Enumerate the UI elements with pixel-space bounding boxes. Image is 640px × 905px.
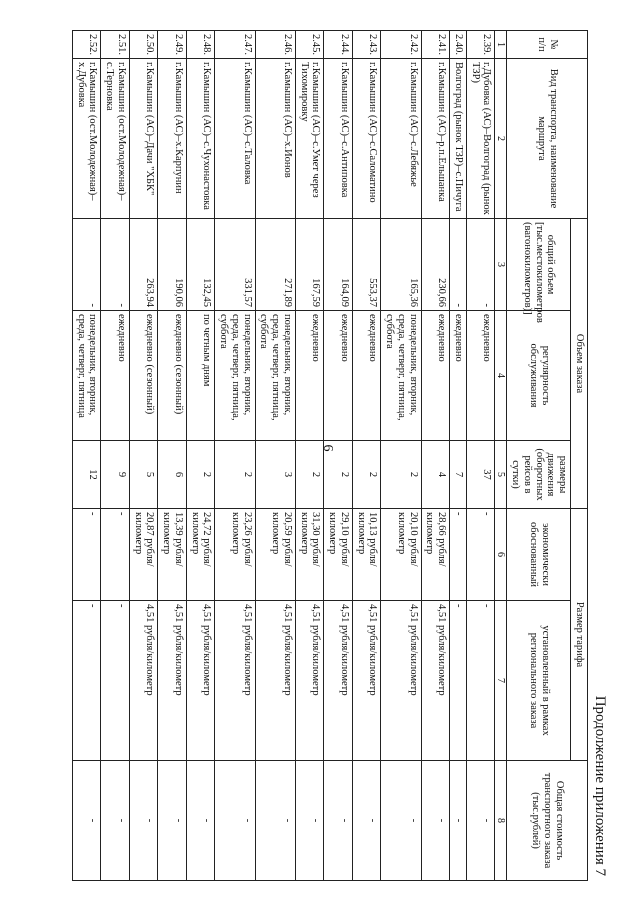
- trips-cell: 2: [186, 441, 215, 509]
- header-total-cost: Общая стоимость транспортного заказа (тыс.рублей): [507, 761, 588, 881]
- established-tariff-cell: 4,51 рубля/километр: [186, 601, 215, 761]
- economic-tariff-cell: 13,39 рубля/ километр: [158, 509, 187, 601]
- total-volume-cell: 271,89: [255, 219, 295, 311]
- col-number: 5: [495, 441, 507, 509]
- route-name-cell: г.Камышин (АС)–с.Таловка: [215, 59, 255, 219]
- total-cost-cell: -: [255, 761, 295, 881]
- table-row: [352, 31, 381, 881]
- col-number: 8: [495, 761, 507, 881]
- total-volume-cell: -: [450, 219, 467, 311]
- col-number: 6: [495, 509, 507, 601]
- total-cost-cell: -: [295, 761, 324, 881]
- row-number-cell: 2.44.: [324, 31, 353, 59]
- col-number: 7: [495, 601, 507, 761]
- table-row: [381, 31, 421, 881]
- header-regularity: регулярность обслуживания: [507, 311, 571, 441]
- table-row: [215, 31, 255, 881]
- established-tariff-cell: 4,51 рубля/километр: [421, 601, 450, 761]
- total-cost-cell: -: [101, 761, 130, 881]
- rotated-page: [75, 30, 610, 880]
- route-name-cell: Волгоград (рынок ТЗР)–с.Пичуга: [450, 59, 467, 219]
- total-volume-cell: 331,57: [215, 219, 255, 311]
- total-volume-cell: 190,06: [158, 219, 187, 311]
- table-row: [466, 31, 495, 881]
- regularity-cell: ежедневно: [421, 311, 450, 441]
- established-tariff-cell: 4,51 рубля/километр: [158, 601, 187, 761]
- header-tariff-group: Размер тарифа: [571, 509, 588, 761]
- row-number-cell: 2.42.: [381, 31, 421, 59]
- header-num: № п/п: [507, 31, 588, 59]
- trips-cell: 3: [255, 441, 295, 509]
- regularity-cell: ежедневно: [295, 311, 324, 441]
- regularity-cell: ежедневно (сезонный): [158, 311, 187, 441]
- total-volume-cell: 165,36: [381, 219, 421, 311]
- total-cost-cell: -: [421, 761, 450, 881]
- economic-tariff-cell: 31,30 рубля/ километр: [295, 509, 324, 601]
- regularity-cell: ежедневно: [450, 311, 467, 441]
- regularity-cell: ежедневно: [101, 311, 130, 441]
- table-row: [158, 31, 187, 881]
- trips-cell: 6: [158, 441, 187, 509]
- header-economic: экономически обоснованный: [507, 509, 571, 601]
- row-number-cell: 2.41.: [421, 31, 450, 59]
- economic-tariff-cell: 20,87 рубля/ километр: [129, 509, 158, 601]
- row-number-cell: 2.40.: [450, 31, 467, 59]
- table-row: [129, 31, 158, 881]
- trips-cell: 2: [381, 441, 421, 509]
- tariff-table: [72, 30, 588, 881]
- trips-cell: 5: [129, 441, 158, 509]
- established-tariff-cell: -: [101, 601, 130, 761]
- economic-tariff-cell: 23,26 рубля/ километр: [215, 509, 255, 601]
- table-row: [101, 31, 130, 881]
- route-name-cell: г.Дубовка (АС)–Волгоград (рынок ТЗР): [466, 59, 495, 219]
- route-name-cell: г.Камышин (ост.Молодежная)–х.Дубовка: [72, 59, 101, 219]
- trips-cell: 2: [295, 441, 324, 509]
- route-name-cell: г.Камышин (АС)–с.Чухонастовка: [186, 59, 215, 219]
- established-tariff-cell: -: [450, 601, 467, 761]
- table-row: [72, 31, 101, 881]
- total-cost-cell: -: [324, 761, 353, 881]
- route-name-cell: г.Камышин (АС)–с.Саломатино: [352, 59, 381, 219]
- route-name-cell: г.Камышин (АС)–р.п.Ельшанка: [421, 59, 450, 219]
- trips-cell: 2: [324, 441, 353, 509]
- total-volume-cell: 164,09: [324, 219, 353, 311]
- table-body: [72, 31, 495, 881]
- trips-cell: 4: [421, 441, 450, 509]
- trips-cell: 2: [352, 441, 381, 509]
- route-name-cell: г.Камышин (АС)–Дачи "ХБК": [129, 59, 158, 219]
- regularity-cell: ежедневно: [466, 311, 495, 441]
- total-cost-cell: -: [450, 761, 467, 881]
- economic-tariff-cell: -: [101, 509, 130, 601]
- table-row: [255, 31, 295, 881]
- established-tariff-cell: -: [72, 601, 101, 761]
- regularity-cell: ежедневно: [324, 311, 353, 441]
- col-number: 3: [495, 219, 507, 311]
- total-volume-cell: -: [101, 219, 130, 311]
- route-name-cell: г.Камышин (АС)–х.Ионов: [255, 59, 295, 219]
- row-number-cell: 2.51.: [101, 31, 130, 59]
- established-tariff-cell: 4,51 рубля/километр: [295, 601, 324, 761]
- economic-tariff-cell: -: [450, 509, 467, 601]
- total-cost-cell: -: [158, 761, 187, 881]
- row-number-cell: 2.49.: [158, 31, 187, 59]
- row-number-cell: 2.47.: [215, 31, 255, 59]
- regularity-cell: ежедневно: [352, 311, 381, 441]
- economic-tariff-cell: -: [72, 509, 101, 601]
- table-row: [324, 31, 353, 881]
- economic-tariff-cell: 10,13 рубля/ километр: [352, 509, 381, 601]
- header-row-1: [571, 31, 588, 881]
- header-volume-group: Объем заказа: [571, 219, 588, 509]
- trips-cell: 37: [466, 441, 495, 509]
- economic-tariff-cell: 28,66 рубля/ километр: [421, 509, 450, 601]
- route-name-cell: г.Камышин (АС)–с.Умет через Тихомировку: [295, 59, 324, 219]
- col-number: 2: [495, 59, 507, 219]
- table-row: [186, 31, 215, 881]
- total-cost-cell: -: [186, 761, 215, 881]
- header-established: установленный в рамках регионального заказа: [507, 601, 571, 761]
- row-number-cell: 2.48.: [186, 31, 215, 59]
- regularity-cell: понедельник, вторник, среда, четверг, пятница, суббота: [255, 311, 295, 441]
- total-volume-cell: -: [466, 219, 495, 311]
- column-numbers-row: [495, 31, 507, 881]
- row-number-cell: 2.43.: [352, 31, 381, 59]
- route-name-cell: г.Камышин (ост.Молодежная)–с.Терновка: [101, 59, 130, 219]
- regularity-cell: по четным дням: [186, 311, 215, 441]
- route-name-cell: г.Камышин (АС)–с.Антиповка: [324, 59, 353, 219]
- row-number-cell: 2.50.: [129, 31, 158, 59]
- col-number: 1: [495, 31, 507, 59]
- table-row: [295, 31, 324, 881]
- total-volume-cell: 553,37: [352, 219, 381, 311]
- trips-cell: 12: [72, 441, 101, 509]
- total-volume-cell: 132,45: [186, 219, 215, 311]
- row-number-cell: 2.52.: [72, 31, 101, 59]
- regularity-cell: ежедневно (сезонный): [129, 311, 158, 441]
- total-cost-cell: -: [72, 761, 101, 881]
- row-number-cell: 2.45.: [295, 31, 324, 59]
- regularity-cell: понедельник, вторник, среда, четверг, пятница, суббота: [215, 311, 255, 441]
- header-route: Вид транспорта, наименование маршрута: [507, 59, 588, 219]
- regularity-cell: понедельник, вторник, среда, четверг, пятница: [72, 311, 101, 441]
- established-tariff-cell: 4,51 рубля/километр: [381, 601, 421, 761]
- table-row: [421, 31, 450, 881]
- row-number-cell: 2.46.: [255, 31, 295, 59]
- total-cost-cell: -: [352, 761, 381, 881]
- trips-cell: 9: [101, 441, 130, 509]
- row-number-cell: 2.39.: [466, 31, 495, 59]
- established-tariff-cell: -: [466, 601, 495, 761]
- established-tariff-cell: 4,51 рубля/километр: [129, 601, 158, 761]
- total-cost-cell: -: [466, 761, 495, 881]
- trips-cell: 7: [450, 441, 467, 509]
- trips-cell: 2: [215, 441, 255, 509]
- total-cost-cell: -: [381, 761, 421, 881]
- established-tariff-cell: 4,51 рубля/километр: [324, 601, 353, 761]
- total-volume-cell: 230,66: [421, 219, 450, 311]
- established-tariff-cell: 4,51 рубля/километр: [352, 601, 381, 761]
- established-tariff-cell: 4,51 рубля/километр: [215, 601, 255, 761]
- economic-tariff-cell: 20,59 рубля/ километр: [255, 509, 295, 601]
- continuation-label: Продолжение приложения 7: [592, 695, 608, 876]
- total-volume-cell: 167,59: [295, 219, 324, 311]
- table-row: [450, 31, 467, 881]
- header-traffic: размеры движения (оборотных рейсов в сутки): [507, 441, 571, 509]
- economic-tariff-cell: -: [466, 509, 495, 601]
- page-number: 6: [320, 444, 335, 452]
- total-volume-cell: 263,94: [129, 219, 158, 311]
- route-name-cell: г.Камышин (АС)–х.Карпунин: [158, 59, 187, 219]
- economic-tariff-cell: 20,10 рубля/ километр: [381, 509, 421, 601]
- total-cost-cell: -: [215, 761, 255, 881]
- route-name-cell: г.Камышин (АС)–с.Лебяжье: [381, 59, 421, 219]
- col-number: 4: [495, 311, 507, 441]
- total-volume-cell: -: [72, 219, 101, 311]
- established-tariff-cell: 4,51 рубля/километр: [255, 601, 295, 761]
- economic-tariff-cell: 24,72 рубля/ километр: [186, 509, 215, 601]
- header-total-volume: общий объем [тыс.местокилометров (вагонокилометров)]: [507, 219, 571, 311]
- total-cost-cell: -: [129, 761, 158, 881]
- regularity-cell: понедельник, вторник, среда, четверг, пятница, суббота: [381, 311, 421, 441]
- economic-tariff-cell: 29,10 рубля/ километр: [324, 509, 353, 601]
